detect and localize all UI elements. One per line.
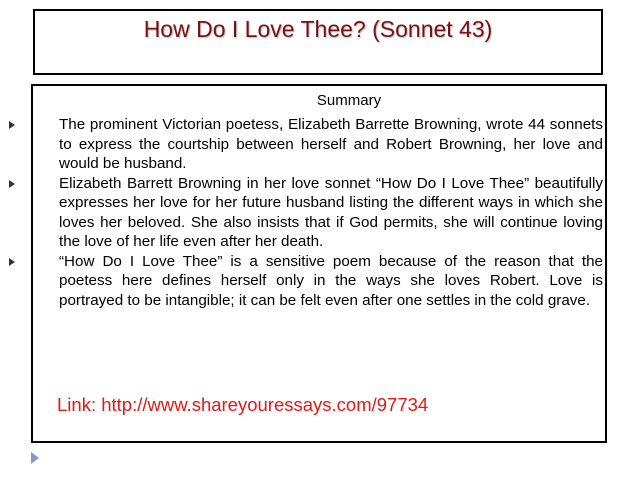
triangle-bullet-icon [9,121,15,129]
triangle-bullet-icon [9,258,15,266]
source-link[interactable]: Link: http://www.shareyouressays.com/97734 [57,394,429,415]
bullet-text: The prominent Victorian poetess, Elizabeth Barrette Browning, wrote 44 sonnets to express the courtship between herself and Robert Browning, her love and would be husband. [59,116,603,172]
content-box [31,84,607,443]
triangle-bullet-icon [9,180,15,188]
bullet-list [9,115,603,310]
list-item [9,252,603,311]
bullet-text: “How Do I Love Thee” is a sensitive poem because of the reason that the poetess here defines herself only in the ways she loves Robert. Love is portrayed to be intangible; it can be felt even after one settles in the cold grave. [59,252,603,309]
list-item [9,115,603,174]
summary-heading: Summary [316,92,382,109]
list-item [9,174,603,252]
triangle-nav-icon[interactable] [31,452,39,464]
bullet-text: Elizabeth Barrett Browning in her love sonnet “How Do I Love Thee” beautifully expresses her love for her future husband listing the different ways in which she loves her beloved. She also insists that if God permits, she will continue loving the love of her life even after her death. [59,174,603,250]
title-box [33,9,603,75]
slide-title: How Do I Love Thee? (Sonnet 43) [143,16,493,42]
